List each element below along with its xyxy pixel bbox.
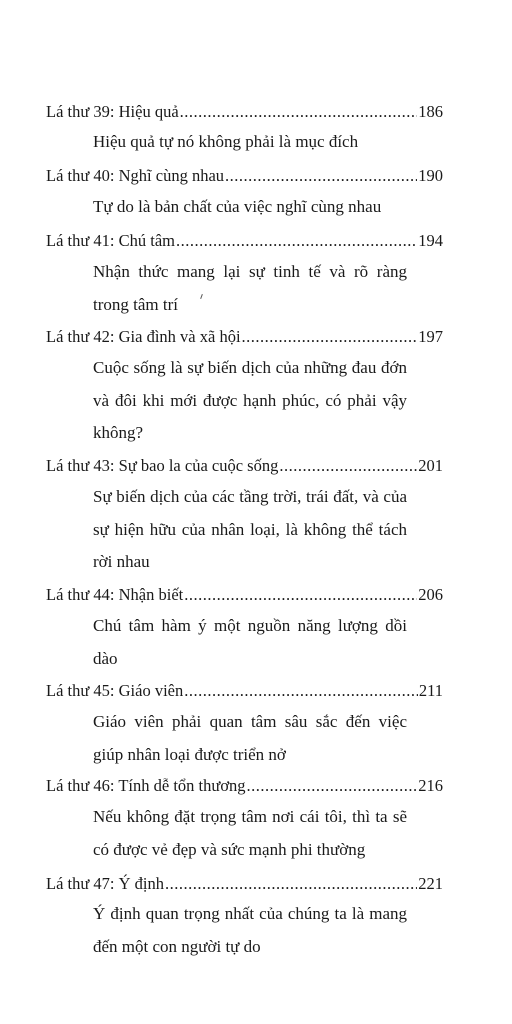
toc-entry-page-number: 190 [418, 166, 443, 185]
dot-leader [176, 223, 417, 259]
dot-leader [247, 768, 418, 804]
toc-entry-title: Lá thư 40: Nghĩ cùng nhau [46, 166, 225, 185]
toc-entry-42 [46, 319, 443, 355]
toc-entry-41 [46, 223, 443, 259]
toc-entry-title: Lá thư 42: Gia đình và xã hội [46, 327, 241, 346]
toc-entry-page-number: 197 [418, 327, 443, 346]
toc-entry-title: Lá thư 41: Chú tâm [46, 231, 176, 250]
toc-entry-description: Ý định quan trọng nhất của chúng ta là mang đến một con người tự do [93, 904, 407, 956]
toc-entry-title: Lá thư 39: Hiệu quả [46, 102, 179, 121]
toc-entry-page-number: 216 [418, 776, 443, 795]
toc-entry-44 [46, 577, 443, 613]
toc-entry-title: Lá thư 46: Tính dễ tổn thương [46, 776, 246, 795]
toc-entry-title: Lá thư 43: Sự bao la của cuộc sống [46, 456, 279, 475]
toc-entry-description: Tự do là bản chất của việc nghĩ cùng nhau [93, 197, 382, 216]
toc-entry-title: Lá thư 47: Ý định [46, 874, 165, 893]
toc-entry-description: Chú tâm hàm ý một nguồn năng lượng dồi dào [93, 616, 407, 668]
dot-leader [180, 94, 418, 130]
toc-entry-page-number: 194 [418, 231, 443, 250]
toc-entry-39 [46, 94, 443, 130]
dot-leader [184, 577, 417, 613]
dot-leader [184, 673, 418, 709]
dot-leader [225, 158, 417, 194]
toc-entry-description: Nhận thức mang lại sự tinh tế và rõ ràng trong tâm trí [93, 262, 407, 314]
toc-entry-description: Giáo viên phải quan tâm sâu sắc đến việc giúp nhân loại được triển nở [93, 712, 407, 764]
toc-entry-page-number: 206 [418, 585, 443, 604]
toc-entry-43 [46, 448, 443, 484]
toc-entry-40 [46, 158, 443, 194]
dot-leader [279, 448, 417, 484]
toc-entry-page-number: 201 [418, 456, 443, 475]
toc-entry-description: Sự biến dịch của các tầng trời, trái đất, và của sự hiện hữu của nhân loại, là không thể tách rời nhau [93, 487, 407, 571]
toc-entry-46 [46, 768, 443, 804]
toc-entry-47 [46, 866, 443, 902]
toc-entry-description: Cuộc sống là sự biến dịch của những đau đớn và đôi khi mới được hạnh phúc, có phải vậy không? [93, 358, 407, 442]
toc-entry-description: Hiệu quả tự nó không phải là mục đích [93, 132, 359, 151]
dot-leader [165, 866, 417, 902]
toc-entry-description: Nếu không đặt trọng tâm nơi cái tôi, thì ta sẽ có được vẻ đẹp và sức mạnh phi thường [93, 807, 407, 859]
dot-leader [242, 319, 418, 355]
toc-entry-title: Lá thư 45: Giáo viên [46, 681, 184, 700]
toc-entry-page-number: 186 [418, 102, 443, 121]
toc-entry-page-number: 221 [418, 874, 443, 893]
toc-entry-page-number: 211 [418, 681, 443, 700]
toc-entry-title: Lá thư 44: Nhận biết [46, 585, 184, 604]
toc-entry-45 [46, 673, 443, 709]
